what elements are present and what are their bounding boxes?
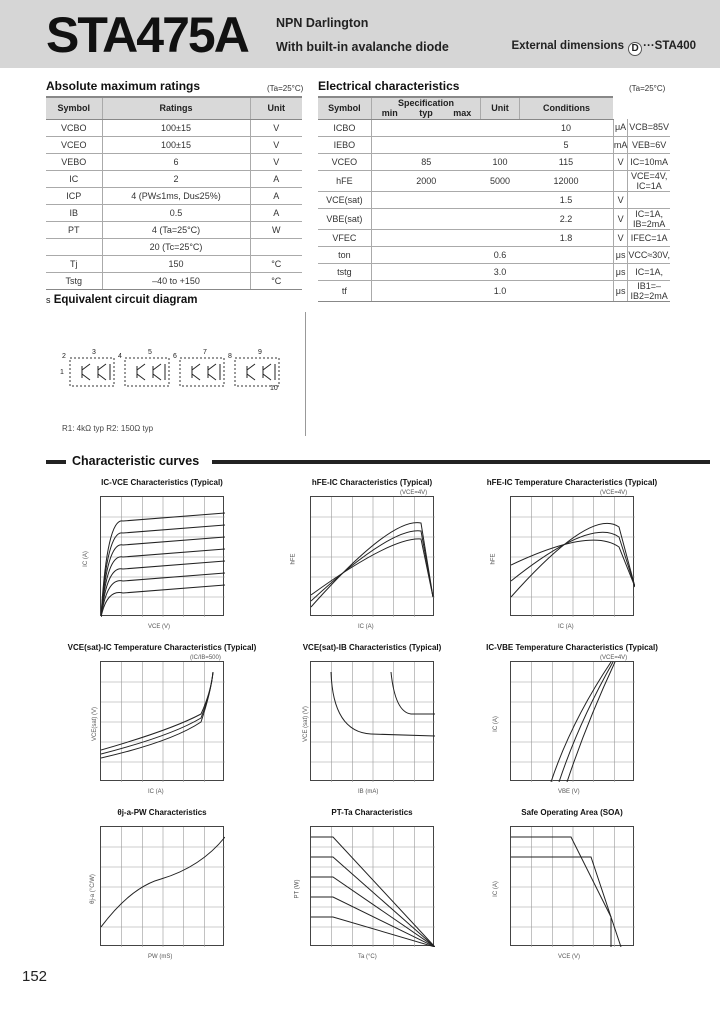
y-axis-label: IC (A): [492, 881, 499, 897]
x-axis-label: IC (A): [148, 789, 164, 795]
chart-curves: [101, 662, 225, 782]
elec-max: [519, 280, 613, 301]
external-dimensions: [511, 40, 696, 56]
pin-label: 9: [258, 349, 262, 356]
elec-unit: μs: [613, 246, 628, 263]
pin-label: 7: [203, 349, 207, 356]
elec-cond: [628, 191, 670, 208]
transistor-symbol: [98, 364, 106, 380]
abs-max-row: [46, 238, 302, 255]
transistor-symbol: [192, 364, 200, 380]
col-symbol: Symbol: [46, 97, 102, 119]
transistor-symbol: [208, 364, 216, 380]
pin-label: 4: [118, 353, 122, 360]
elec-row: [318, 280, 670, 301]
header-band: [0, 0, 720, 68]
elec-unit: μs: [613, 280, 628, 301]
elec-row: [318, 153, 670, 170]
elec-min: [371, 246, 481, 263]
abs-max-unit: V: [250, 136, 302, 153]
abs-max-row: [46, 119, 302, 136]
col-unit: Unit: [250, 97, 302, 119]
elec-cond: IFEC=1A: [628, 229, 670, 246]
abs-max-row: [46, 221, 302, 238]
chart-condition-note: (VCE=4V): [400, 490, 428, 496]
x-axis-label: IC (A): [358, 624, 374, 630]
elec-row: [318, 119, 670, 136]
chart-plot: [510, 826, 634, 946]
abs-max-unit: A: [250, 187, 302, 204]
darlington-unit: [125, 358, 169, 386]
chart-plot: [100, 661, 224, 781]
chart-title: VCE(sat)-IB Characteristics (Typical): [302, 643, 442, 652]
x-axis-label: VCE (V): [558, 954, 581, 960]
col-ratings: Ratings: [102, 97, 250, 119]
elec-typ: [481, 119, 519, 136]
abs-max-rating: 100±15: [102, 119, 250, 136]
pin-label: 1: [60, 369, 64, 376]
curves-title: Characteristic curves: [72, 454, 203, 468]
ext-dim-package: ···STA400: [643, 40, 696, 52]
elec-cond: VCC≈30V,: [628, 246, 670, 263]
chart-title: θj-a-PW Characteristics: [117, 808, 207, 817]
chart-plot: [510, 496, 634, 616]
chart-plot: [310, 496, 434, 616]
chart-title: IC-VBE Temperature Characteristics (Typical): [486, 643, 658, 652]
chart-curves: [311, 497, 435, 617]
device-type: NPN Darlington: [276, 16, 369, 30]
x-axis-label: Ta (°C): [358, 954, 377, 960]
chart-plot: [310, 661, 434, 781]
x-axis-label: IB (mA): [358, 789, 379, 795]
chart-plot: [100, 826, 224, 946]
elec-unit: V: [613, 191, 628, 208]
x-axis-label: IC (A): [558, 624, 574, 630]
ext-dim-code-badge: D: [628, 42, 642, 56]
pin-label: 3: [92, 349, 96, 356]
col-symbol: Symbol: [318, 97, 371, 119]
elec-min: [371, 263, 481, 280]
abs-max-rows: [46, 119, 302, 289]
darlington-unit: [70, 358, 114, 386]
elec-max: [519, 246, 613, 263]
elec-typ: [481, 229, 519, 246]
chart-title: PT-Ta Characteristics: [331, 808, 413, 817]
y-axis-label: hFE: [290, 553, 297, 565]
abs-max-row: [46, 170, 302, 187]
elec-unit: mA: [613, 136, 628, 153]
abs-max-unit: °C: [250, 255, 302, 272]
transistor-symbol: [153, 364, 161, 380]
elec-cond: VEB=6V: [628, 136, 670, 153]
elec-symbol: VCE(sat): [318, 191, 371, 208]
elec-min: [371, 191, 481, 208]
abs-max-symbol: Tstg: [46, 272, 102, 289]
curves-section-header: [46, 454, 710, 468]
elec-row: [318, 263, 670, 280]
elec-max: [519, 263, 613, 280]
abs-max-rating: 20 (Tc=25°C): [102, 238, 250, 255]
elec-symbol: VCEO: [318, 153, 371, 170]
pin-label: 8: [228, 353, 232, 360]
elec-min: [371, 280, 481, 301]
abs-max-rating: 4 (Ta=25°C): [102, 221, 250, 238]
elec-typ: 5000: [481, 170, 519, 191]
abs-max-row: [46, 272, 302, 289]
elec-typ: 0.6: [481, 246, 519, 263]
elec-max: 1.5: [519, 191, 613, 208]
chart-title: IC-VCE Characteristics (Typical): [101, 478, 223, 487]
abs-max-rating: 6: [102, 153, 250, 170]
col-unit: Unit: [481, 97, 519, 119]
abs-max-symbol: IC: [46, 170, 102, 187]
abs-max-rating: –40 to +150: [102, 272, 250, 289]
chart-curves: [101, 497, 225, 617]
elec-symbol: VFEC: [318, 229, 371, 246]
elec-typ: [481, 191, 519, 208]
elec-typ: [481, 136, 519, 153]
elec-symbol: hFE: [318, 170, 371, 191]
elec-row: [318, 136, 670, 153]
abs-max-row: [46, 187, 302, 204]
equivalent-circuit: [58, 346, 288, 402]
elec-row: [318, 208, 670, 229]
elec-min: [371, 229, 481, 246]
col-max: max: [453, 108, 472, 119]
abs-max-rating: 150: [102, 255, 250, 272]
elec-max: 12000: [519, 170, 613, 191]
chart-plot: [510, 661, 634, 781]
elec-min: 85: [371, 153, 481, 170]
abs-max-unit: A: [250, 170, 302, 187]
abs-max-unit: V: [250, 119, 302, 136]
chart-condition-note: (IC/IB=500): [190, 655, 221, 661]
elec-unit: [613, 170, 628, 191]
abs-max-unit: W: [250, 221, 302, 238]
y-axis-label: θj-a (°C/W): [89, 874, 96, 904]
abs-max-unit: V: [250, 153, 302, 170]
elec-unit: μA: [613, 119, 628, 136]
elec-unit: V: [613, 208, 628, 229]
chart-plot: [100, 496, 224, 616]
chart-title: hFE-IC Temperature Characteristics (Typical): [486, 478, 658, 487]
abs-max-symbol: VCEO: [46, 136, 102, 153]
abs-max-rating: 2: [102, 170, 250, 187]
elec-typ: 100: [481, 153, 519, 170]
elec-row: [318, 191, 670, 208]
chart-title: Safe Operating Area (SOA): [521, 808, 623, 817]
abs-max-symbol: VCBO: [46, 119, 102, 136]
col-specification: [371, 97, 481, 119]
chart-curves: [511, 662, 635, 782]
elec-cond: IC=1A, IB=2mA: [628, 208, 670, 229]
abs-max-title: Absolute maximum ratings: [46, 79, 201, 93]
elec-condition: (Ta=25°C): [629, 84, 666, 93]
elec-symbol: VBE(sat): [318, 208, 371, 229]
elec-row: [318, 170, 670, 191]
elec-max: 1.8: [519, 229, 613, 246]
header-bar-left: [46, 460, 66, 464]
transistor-symbol: [263, 364, 271, 380]
y-axis-label: VCE(sat) (V): [92, 706, 99, 742]
elec-max: 10: [519, 119, 613, 136]
page-number: 152: [22, 968, 48, 985]
abs-max-row: [46, 204, 302, 221]
resistor-note: R1: 4kΩ typ R2: 150Ω typ: [62, 424, 154, 433]
part-number: STA475A: [46, 7, 248, 63]
elec-rows: [318, 119, 670, 301]
elec-min: [371, 136, 481, 153]
y-axis-label: IC (A): [492, 716, 499, 732]
abs-max-rating: 100±15: [102, 136, 250, 153]
circuit-title: s Equivalent circuit diagram: [46, 294, 198, 306]
elec-min: [371, 208, 481, 229]
chart-curves: [311, 662, 435, 782]
abs-max-symbol: PT: [46, 221, 102, 238]
x-axis-label: VBE (V): [558, 789, 580, 795]
y-axis-label: hFE: [490, 553, 497, 565]
col-min: min: [381, 108, 398, 119]
elec-symbol: tstg: [318, 263, 371, 280]
pin-label: 5: [148, 349, 152, 356]
abs-max-row: [46, 153, 302, 170]
elec-unit: V: [613, 229, 628, 246]
x-axis-label: VCE (V): [148, 624, 171, 630]
elec-min: [371, 119, 481, 136]
chart-condition-note: (VCE=4V): [600, 490, 628, 496]
elec-symbol: ton: [318, 246, 371, 263]
elec-cond: IC=10mA: [628, 153, 670, 170]
x-axis-label: PW (mS): [148, 954, 173, 960]
chart-title: VCE(sat)-IC Temperature Characteristics (Typical): [67, 643, 257, 652]
elec-symbol: IEBO: [318, 136, 371, 153]
section-divider: [305, 312, 306, 436]
col-conditions: Conditions: [519, 97, 613, 119]
chart-curves: [101, 827, 225, 947]
header-rule: [212, 460, 710, 464]
elec-cond: VCE=4V, IC=1A: [628, 170, 670, 191]
transistor-symbol: [137, 364, 145, 380]
abs-max-symbol: [46, 238, 102, 255]
abs-max-unit: [250, 238, 302, 255]
abs-max-row: [46, 255, 302, 272]
elec-typ: 3.0: [481, 263, 519, 280]
elec-cond: IC=1A,: [628, 263, 670, 280]
elec-unit: V: [613, 153, 628, 170]
elec-max: 115: [519, 153, 613, 170]
abs-max-row: [46, 136, 302, 153]
elec-unit: μs: [613, 263, 628, 280]
y-axis-label: IC (A): [82, 551, 89, 567]
pin-label: 10: [270, 385, 278, 392]
elec-cond: IB1=–IB2=2mA: [628, 280, 670, 301]
spec-label: Specification: [397, 98, 454, 109]
elec-max: 2.2: [519, 208, 613, 229]
elec-typ: 1.0: [481, 280, 519, 301]
abs-max-unit: A: [250, 204, 302, 221]
abs-max-symbol: Tj: [46, 255, 102, 272]
transistor-symbol: [247, 364, 255, 380]
darlington-unit: [235, 358, 279, 386]
darlington-unit: [180, 358, 224, 386]
elec-symbol: tf: [318, 280, 371, 301]
chart-title: hFE-IC Characteristics (Typical): [311, 478, 433, 487]
circuit-units: [60, 349, 279, 392]
elec-row: [318, 229, 670, 246]
abs-max-rating: 4 (PW≤1ms, Du≤25%): [102, 187, 250, 204]
circuit-bullet: s: [46, 295, 51, 305]
abs-max-symbol: ICP: [46, 187, 102, 204]
pin-label: 6: [173, 353, 177, 360]
chart-curves: [511, 827, 635, 947]
chart-curves: [511, 497, 635, 617]
y-axis-label: PT (W): [294, 879, 301, 899]
abs-max-unit: °C: [250, 272, 302, 289]
ext-dim-label: External dimensions: [511, 40, 624, 52]
abs-max-symbol: IB: [46, 204, 102, 221]
col-typ: typ: [419, 108, 433, 119]
elec-symbol: ICBO: [318, 119, 371, 136]
elec-table: [318, 96, 670, 302]
abs-max-rating: 0.5: [102, 204, 250, 221]
chart-curves: [311, 827, 435, 947]
chart-plot: [310, 826, 434, 946]
elec-row: [318, 246, 670, 263]
device-feature: With built-in avalanche diode: [276, 40, 449, 54]
y-axis-label: VCE (sat) (V): [302, 706, 309, 742]
transistor-symbol: [82, 364, 90, 380]
elec-max: 5: [519, 136, 613, 153]
abs-max-condition: (Ta=25°C): [267, 84, 304, 93]
elec-min: 2000: [371, 170, 481, 191]
elec-typ: [481, 208, 519, 229]
pin-label: 2: [62, 353, 66, 360]
elec-cond: VCB=85V: [628, 119, 670, 136]
abs-max-table: [46, 96, 302, 290]
abs-max-symbol: VEBO: [46, 153, 102, 170]
elec-title: Electrical characteristics: [318, 79, 460, 93]
chart-condition-note: (VCE=4V): [600, 655, 628, 661]
